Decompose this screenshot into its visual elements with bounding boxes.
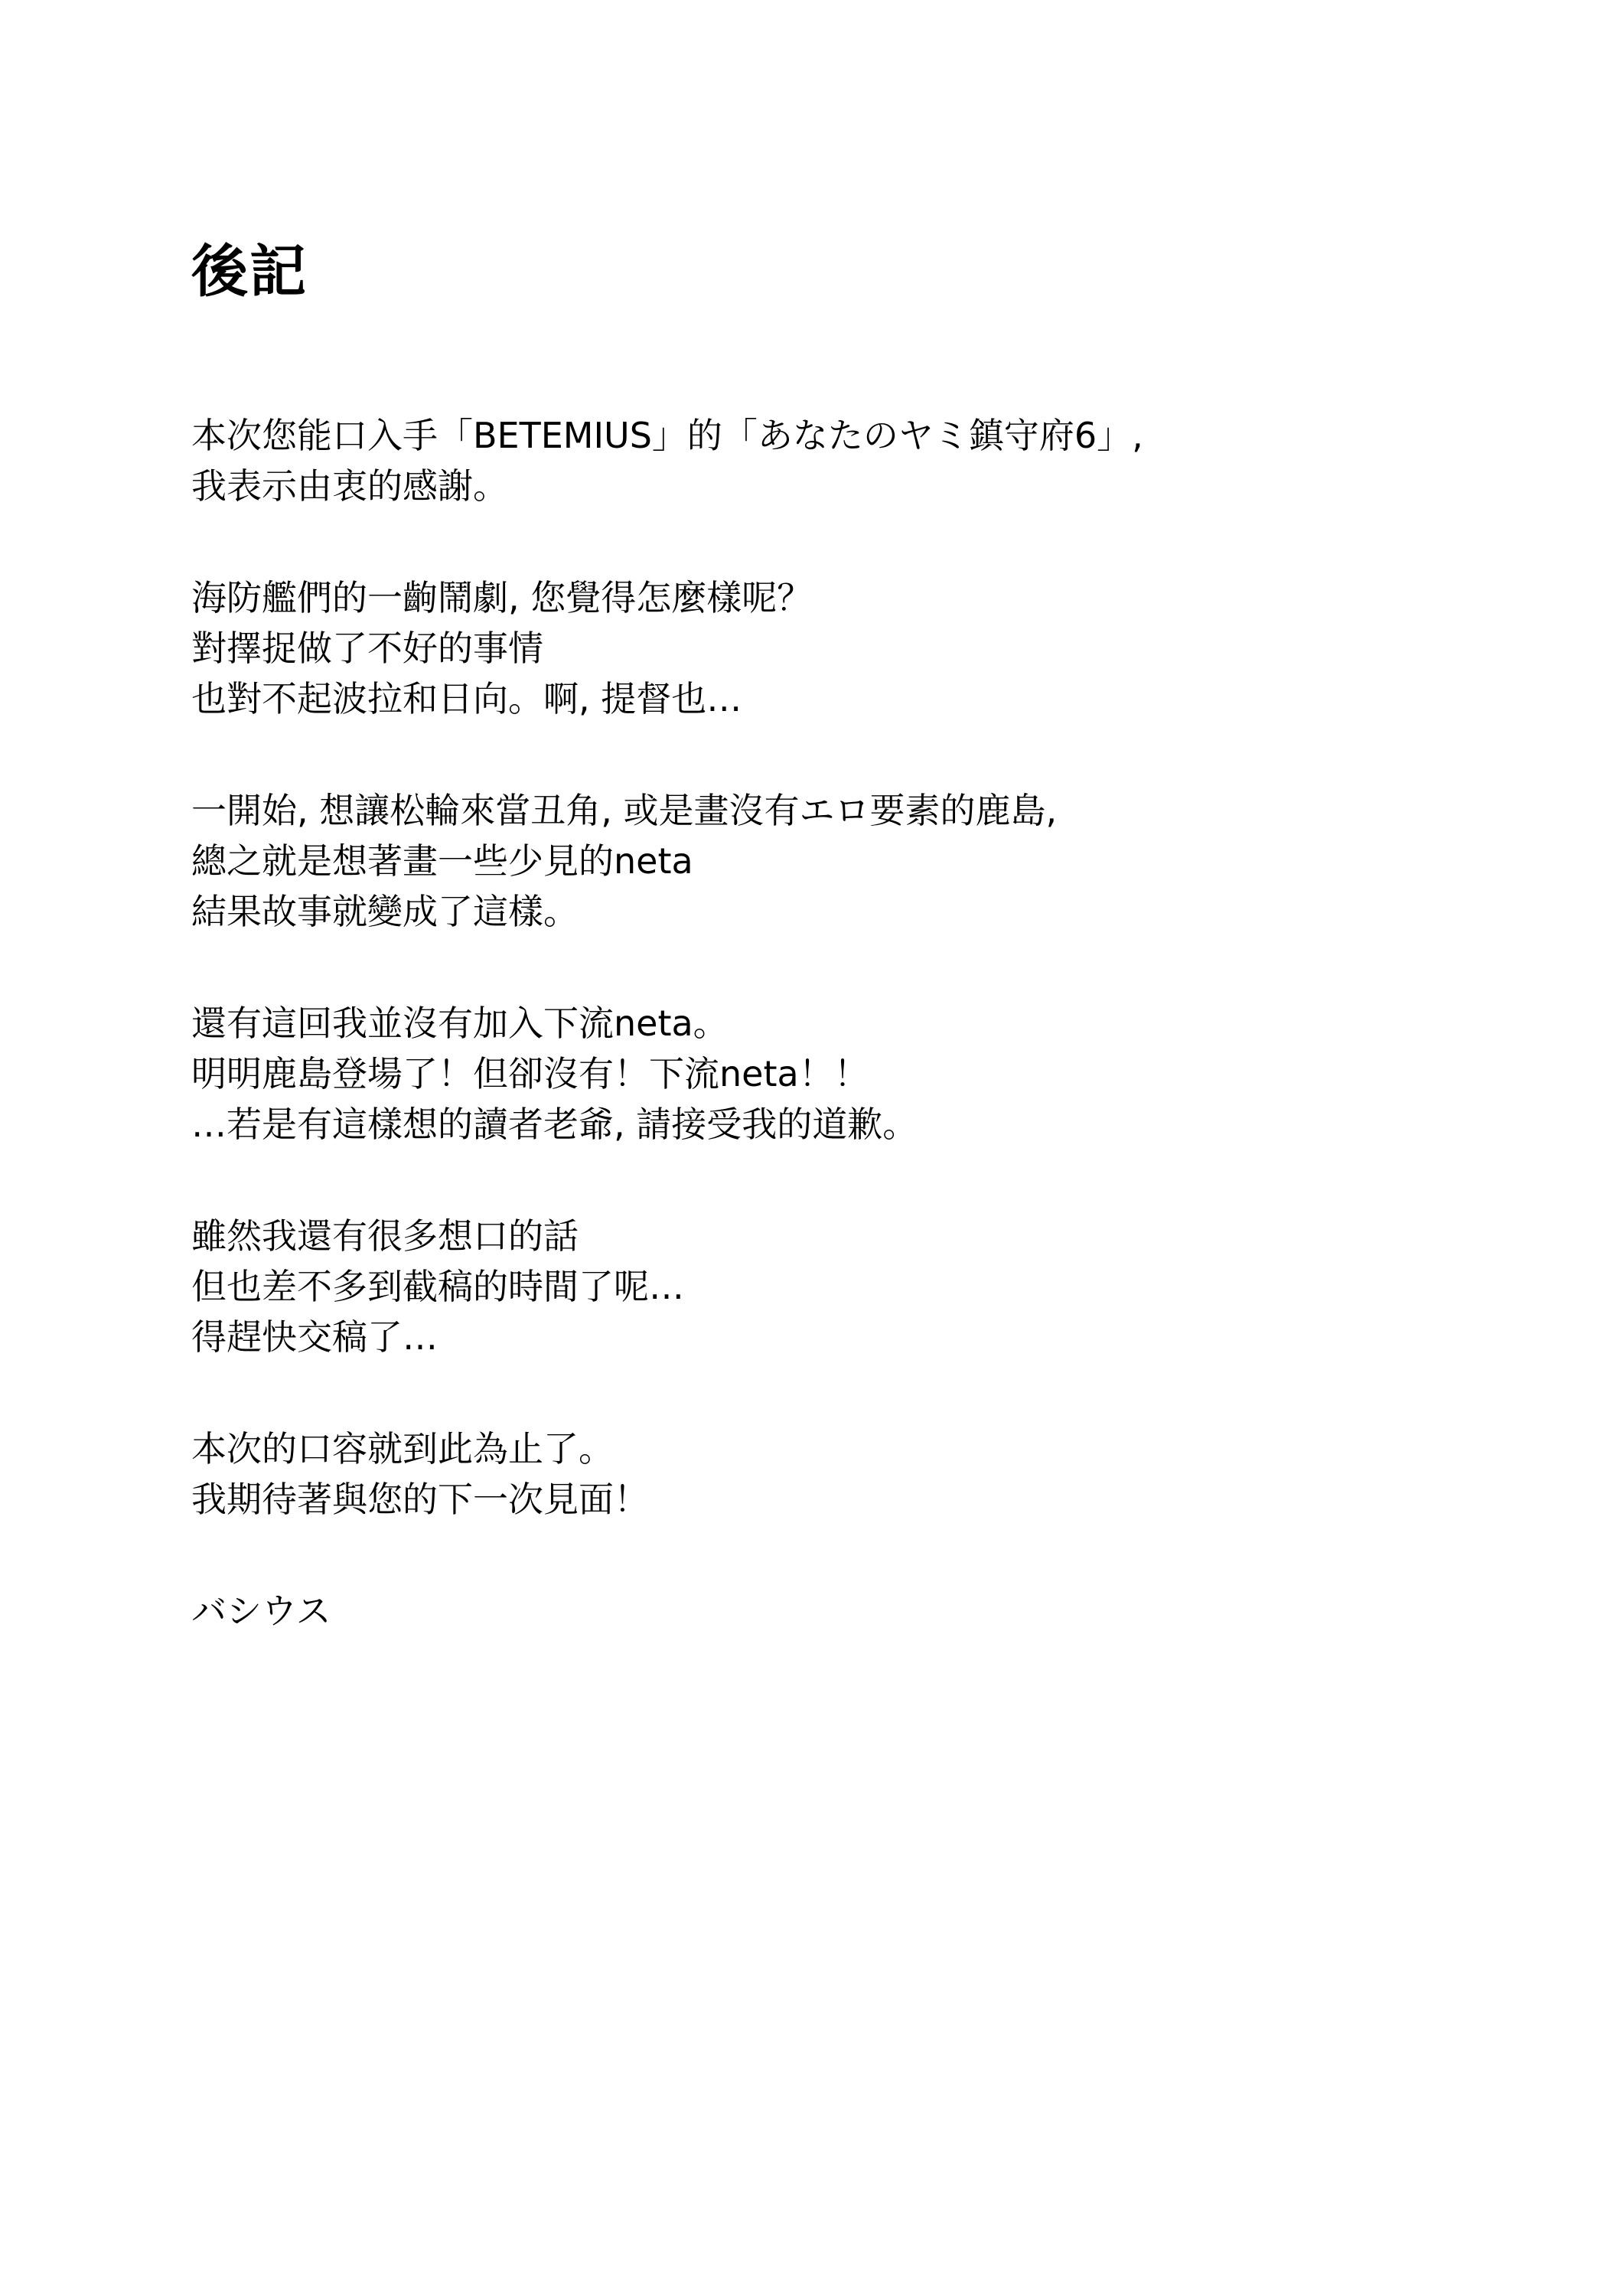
text-line: …若是有這樣想的讀者老爺, 請接受我的道歉。 <box>191 1104 918 1145</box>
paragraph-story <box>191 572 1492 724</box>
text-line: 得趕快交稿了… <box>191 1316 438 1358</box>
text-line: 一開始, 想讓松輪來當丑角, 或是畫沒有エロ要素的鹿島, <box>191 790 1058 831</box>
text-line: 還有這回我並沒有加入下流neta。 <box>191 1003 729 1044</box>
text-line: 結果故事就變成了這樣。 <box>191 891 579 932</box>
text-line: 總之就是想著畫一些少見的neta <box>191 840 693 882</box>
paragraph-apology <box>191 998 1492 1150</box>
paragraph-deadline <box>191 1211 1492 1362</box>
text-line: 也對不起波拉和日向。啊, 提督也… <box>191 678 742 719</box>
text-line: 雖然我還有很多想口的話 <box>191 1215 579 1257</box>
page-title: 後記 <box>191 239 308 305</box>
text-line: 明明鹿島登場了！但卻沒有！下流neta！！ <box>191 1053 869 1094</box>
text-line: 我表示由衷的感謝。 <box>191 465 508 507</box>
afterword-body <box>191 410 1492 1636</box>
text-line: 我期待著與您的下一次見面！ <box>191 1479 649 1520</box>
paragraph-thanks <box>191 410 1492 511</box>
paragraph-closing <box>191 1424 1492 1525</box>
text-line: 對擇捉做了不好的事情 <box>191 628 543 669</box>
text-line: 海防艦們的一齣鬧劇, 您覺得怎麼樣呢？ <box>191 577 813 618</box>
text-line: 本次的口容就到此為止了。 <box>191 1428 614 1469</box>
paragraph-origin <box>191 785 1492 937</box>
author-signature: バシウス <box>191 1590 331 1632</box>
text-line: 本次您能口入手「BETEMIUS」的「あなたのヤミ鎮守府6」, <box>191 415 1143 456</box>
text-line: 但也差不多到截稿的時間了呢… <box>191 1266 684 1307</box>
